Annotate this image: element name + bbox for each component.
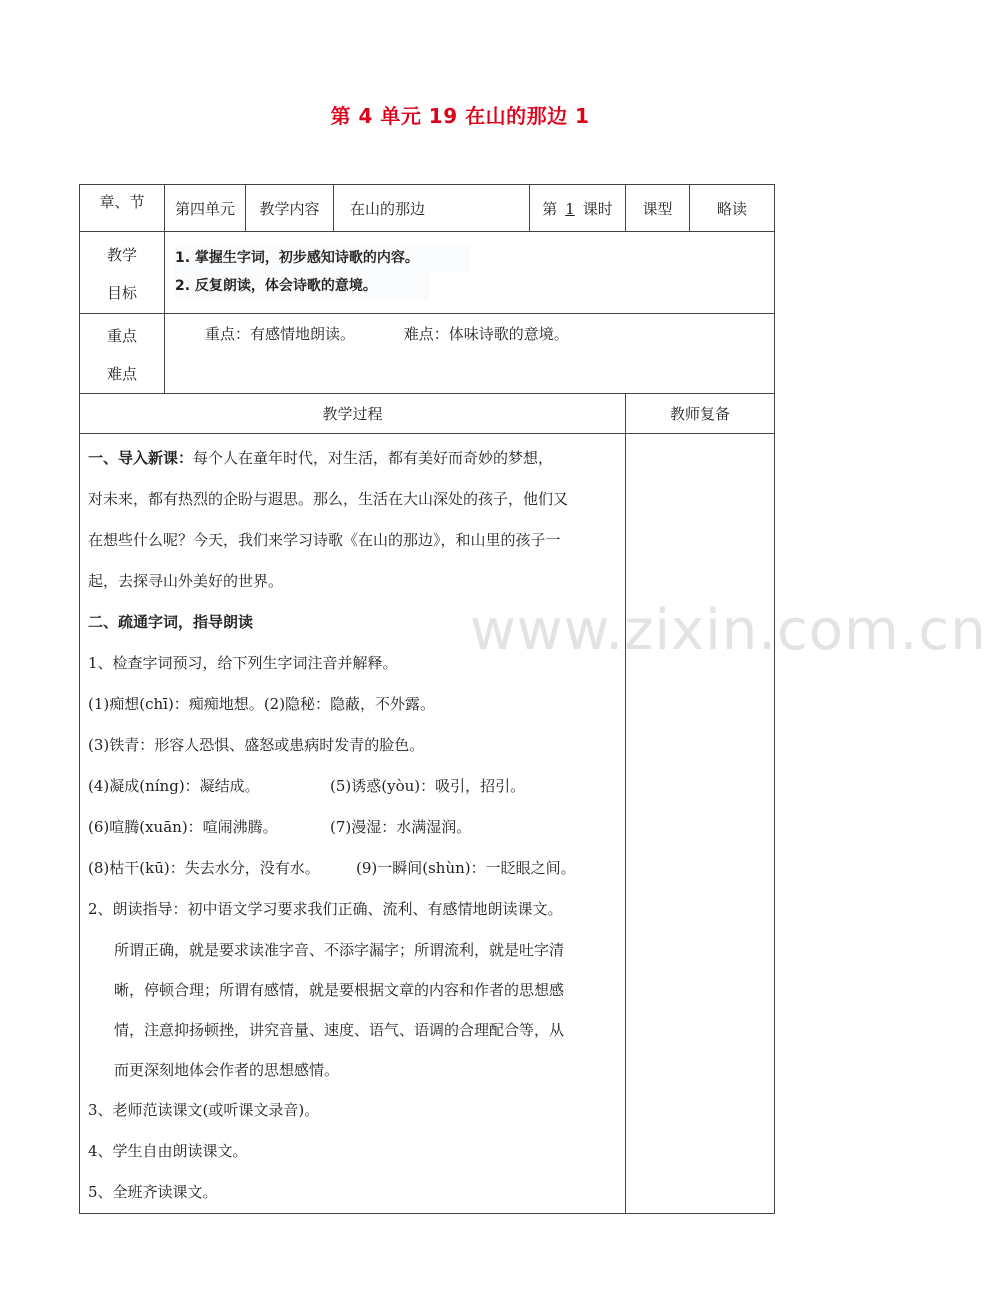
content-row: [80, 434, 775, 1214]
lesson-cell: [530, 185, 626, 232]
intro-line: 每个人在童年时代，对生活，都有美好而奇妙的梦想，: [193, 449, 554, 467]
keys-label: [80, 314, 165, 394]
word-entry: (7)漫湿：水满湿润。: [330, 818, 472, 836]
page-title: 第 4 单元 19 在山的那边 1: [330, 104, 590, 128]
goals-label: [80, 232, 165, 314]
difficult-point: 难点：体味诗歌的意境。: [403, 325, 569, 343]
process-content: [80, 434, 626, 1214]
word-row: [88, 848, 617, 889]
item-1: 1、检查字词预习，给下列生字词注音并解释。: [88, 654, 398, 672]
word-entry: (1)痴想(chī)：痴痴地想。: [88, 695, 264, 713]
type-value: 略读: [690, 185, 775, 232]
item-5: 5、全班齐读课文。: [88, 1183, 218, 1201]
goals-row: [80, 232, 775, 314]
word-entry: (3)铁青：形容人恐惧、盛怒或患病时发青的脸色。: [88, 736, 425, 754]
lesson-plan-table: [79, 184, 775, 1214]
item-2: 2、朗读指导：初中语文学习要求我们正确、流利、有感情地朗读课文。: [88, 900, 563, 918]
goal-item: 2. 反复朗读，体会诗歌的意境。: [175, 272, 429, 300]
goals-label-line2: 目标: [106, 283, 137, 302]
lesson-number: 1: [565, 199, 575, 218]
item-2-line: 晰，停顿合理；所谓有感情，就是要根据文章的内容和作者的思想感: [114, 981, 565, 999]
intro-line: 在想些什么呢？今天，我们来学习诗歌《在山的那边》，和山里的孩子一: [88, 531, 561, 549]
teacher-notes-cell: [626, 434, 775, 1214]
item-3: 3、老师范读课文(或听课文录音)。: [88, 1101, 320, 1119]
watermark: www.zixin.com.cn: [470, 598, 987, 663]
keys-content: [165, 314, 775, 394]
item-4: 4、学生自由朗读课文。: [88, 1142, 248, 1160]
goals-label-line1: 教学: [106, 245, 137, 264]
intro-paragraph: [88, 438, 617, 479]
word-entry: (6)喧腾(xuān)：喧闹沸腾。: [88, 818, 278, 836]
keys-label-line1: 重点: [106, 326, 137, 345]
item-2-line: 而更深刻地体会作者的思想感情。: [114, 1061, 340, 1079]
keys-row: [80, 314, 775, 394]
process-header: 教学过程: [80, 394, 626, 434]
word-row: [88, 684, 617, 725]
word-entry: (4)凝成(níng)：凝结成。: [88, 777, 260, 795]
type-label: 课型: [626, 185, 690, 232]
header-row: [80, 185, 775, 232]
word-entry: (8)枯干(kū)：失去水分，没有水。: [88, 859, 320, 877]
word-row: [88, 725, 617, 766]
item-2-line: 所谓正确，就是要求读准字音、不添字漏字；所谓流利，就是吐字清: [114, 941, 565, 959]
word-entry: (9)一瞬间(shùn)：一眨眼之间。: [356, 859, 576, 877]
process-header-row: [80, 394, 775, 434]
intro-line: 起，去探寻山外美好的世界。: [88, 572, 284, 590]
teacher-header: 教师复备: [626, 394, 775, 434]
keys-label-line2: 难点: [106, 364, 137, 383]
unit-cell: 第四单元: [165, 185, 246, 232]
content-label: 教学内容: [246, 185, 334, 232]
goal-item: 1. 掌握生字词，初步感知诗歌的内容。: [175, 244, 471, 272]
key-point: 重点：有感情地朗读。: [205, 325, 356, 343]
lesson-suffix: 课时: [582, 199, 613, 218]
intro-heading: 一、导入新课：: [88, 449, 194, 467]
goals-content: [165, 232, 775, 314]
lesson-prefix: 第: [542, 199, 558, 218]
section2-heading: 二、疏通字词，指导朗读: [88, 613, 254, 631]
item-2-line: 情，注意抑扬顿挫，讲究音量、速度、语气、语调的合理配合等，从: [114, 1021, 565, 1039]
word-row: [88, 766, 617, 807]
chapter-label: 章、节: [80, 185, 165, 232]
content-value: 在山的那边: [334, 185, 530, 232]
word-entry: (2)隐秘：隐蔽，不外露。: [263, 695, 436, 713]
word-row: [88, 807, 617, 848]
intro-line: 对未来，都有热烈的企盼与遐思。那么，生活在大山深处的孩子，他们又: [88, 490, 569, 508]
word-entry: (5)诱惑(yòu)：吸引，招引。: [330, 777, 526, 795]
